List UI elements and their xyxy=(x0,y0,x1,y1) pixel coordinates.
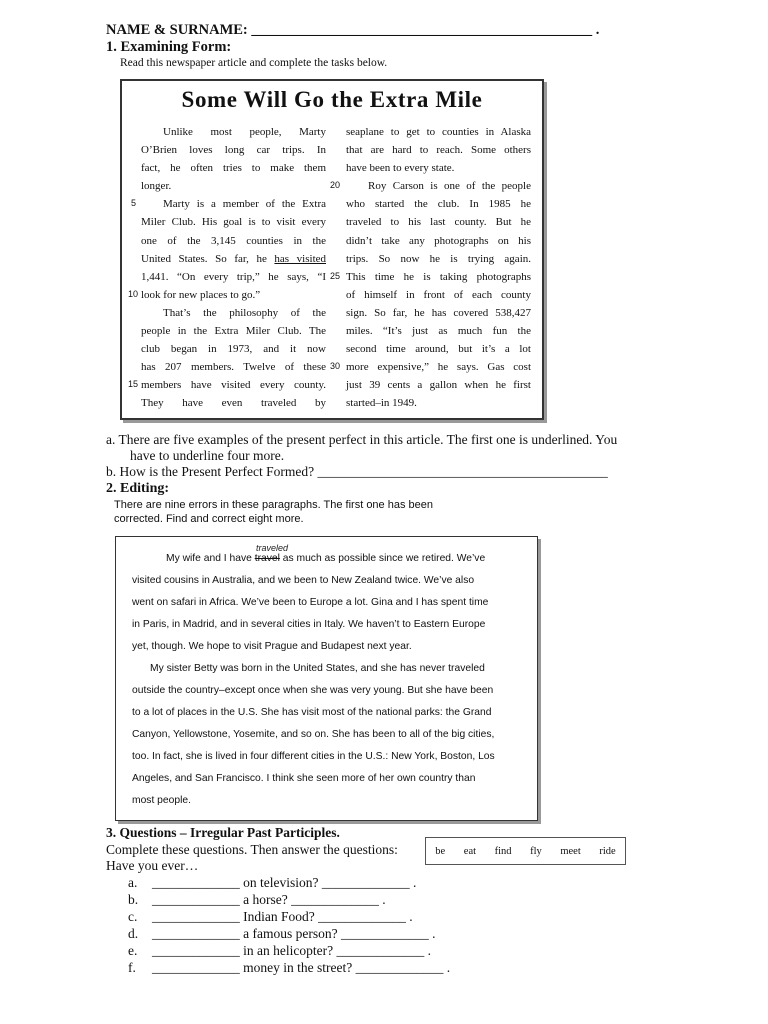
article-line: more expensive,” he says. Gas cost xyxy=(346,361,531,374)
question-item[interactable] xyxy=(128,943,431,959)
question-label: a. xyxy=(128,875,138,890)
article-line: traveled to his last county. But he xyxy=(346,216,531,229)
article-line: who started the club. In 1985 he xyxy=(346,198,531,211)
question-item[interactable] xyxy=(128,909,413,925)
question-item[interactable] xyxy=(128,960,450,976)
article-line: trips. So now he is trying again. xyxy=(346,252,531,265)
article-line: of himself in front of each county xyxy=(346,288,531,301)
question-item[interactable] xyxy=(128,875,416,891)
question-item[interactable] xyxy=(128,892,386,908)
word-box-item: meet xyxy=(560,845,581,857)
article-line: 1,441. “On every trip,” he says, “I xyxy=(141,270,326,283)
editing-line: outside the country–except once when she was very young. But she have been xyxy=(132,685,494,696)
article-line: That’s the philosophy of the xyxy=(163,306,326,319)
editing-line: My sister Betty was born in the United States, and she has never traveled xyxy=(150,663,485,674)
article-line: one of the 3,145 counties in the xyxy=(141,234,326,247)
section-3-lead: Have you ever… xyxy=(106,858,199,873)
article-line: They have even traveled by xyxy=(141,397,326,410)
editing-line: yet, though. We hope to visit Prague and Budapest next year. xyxy=(132,641,412,652)
article-line: has 207 members. Twelve of these xyxy=(141,361,326,374)
article-line: just 39 cents a gallon when he first xyxy=(346,379,531,392)
article-line: sign. So far, he has covered 538,427 xyxy=(346,306,531,319)
line-number: 10 xyxy=(128,289,139,299)
newspaper-article xyxy=(120,79,544,420)
article-line: look for new places to go.” xyxy=(141,288,261,301)
question-text[interactable]: _____________ in an helicopter? _____________ . xyxy=(152,943,431,958)
task-b[interactable]: b. How is the Present Perfect Formed? ___________________________________________ xyxy=(106,464,608,479)
word-box-item: ride xyxy=(599,845,616,857)
question-label: d. xyxy=(128,926,139,941)
article-line: club began in 1973, and it now xyxy=(141,343,326,356)
article-text: United States. So far, he xyxy=(141,252,267,265)
struck-word: travel xyxy=(254,553,280,564)
editing-line xyxy=(132,553,558,564)
question-item[interactable] xyxy=(128,926,435,942)
question-text[interactable]: _____________ Indian Food? _____________ . xyxy=(152,909,413,924)
article-line: Miler Club. His goal is to visit every xyxy=(141,216,326,229)
editing-line: most people. xyxy=(132,795,191,806)
article-left-column xyxy=(141,123,326,413)
task-a: a. There are five examples of the present perfect in this article. The first one is underlined. You xyxy=(106,432,618,447)
name-surname-line[interactable]: NAME & SURNAME: _______________________________________________ . xyxy=(106,22,600,38)
article-right-column xyxy=(346,123,531,413)
question-label: e. xyxy=(128,943,138,958)
question-label: c. xyxy=(128,909,138,924)
editing-line: to a lot of places in the U.S. She has visit most of the national parks: the Grand xyxy=(132,707,492,718)
article-line: Unlike most people, Marty xyxy=(163,126,326,138)
word-box-item: be xyxy=(435,845,446,857)
line-number: 5 xyxy=(131,198,137,208)
article-line: didn’t take any photographs on his xyxy=(346,234,531,247)
section-3-heading: 3. Questions – Irregular Past Participles. xyxy=(106,825,340,840)
article-line: This time he is taking photographs xyxy=(346,270,531,283)
article-line: Roy Carson is one of the people xyxy=(368,180,531,193)
article-line: second time around, but it’s a lot xyxy=(346,343,531,356)
editing-line: too. In fact, she is lived in four different cities in the U.S.: New York, Boston, Los xyxy=(132,751,495,762)
article-line: Marty is a member of the Extra xyxy=(163,198,326,211)
editing-text: My wife and I have xyxy=(166,553,255,564)
editing-line: Canyon, Yellowstone, Yosemite, and so on. She has been to all of the big cities, xyxy=(132,729,495,740)
article-line: seaplane to get to counties in Alaska xyxy=(346,126,531,138)
article-line xyxy=(141,250,326,268)
handwritten-correction: traveled xyxy=(256,543,289,553)
editing-line: went on safari in Africa. We’ve been to Europe a lot. Gina and I has spent time xyxy=(132,597,489,608)
question-label: b. xyxy=(128,892,139,907)
section-1-heading: 1. Examining Form: xyxy=(106,39,232,55)
underlined-example: has visited xyxy=(274,252,327,265)
article-title: Some Will Go the Extra Mile xyxy=(181,87,483,112)
section-2-instruction: There are nine errors in these paragraphs. The first one has been corrected. Find and correct eight more. xyxy=(114,499,433,525)
word-box xyxy=(425,837,626,865)
article-line: have been to every state. xyxy=(346,162,455,175)
editing-line: Angeles, and San Francisco. I think she seen more of her own country than xyxy=(132,773,476,784)
editing-paragraphs xyxy=(115,536,538,821)
section-2-heading: 2. Editing: xyxy=(106,481,170,496)
editing-line: in Paris, in Madrid, and in several cities in Italy. We haven’t to Eastern Europe xyxy=(132,619,486,630)
word-box-item: find xyxy=(494,845,512,857)
section-3-instruction: Complete these questions. Then answer the questions: xyxy=(106,842,398,857)
article-line: people in the Extra Miler Club. The xyxy=(141,325,326,338)
article-line: O’Brien loves long car trips. In xyxy=(141,144,326,157)
article-line: fact, he often tries to make them xyxy=(141,162,326,175)
word-box-item: fly xyxy=(530,845,542,857)
article-line: longer. xyxy=(141,180,172,193)
article-line: started–in 1949. xyxy=(346,397,417,410)
editing-line: visited cousins in Australia, and we been to New Zealand twice. We’ve also xyxy=(132,575,475,586)
question-text[interactable]: _____________ a horse? _____________ . xyxy=(152,892,386,907)
question-label: f. xyxy=(128,960,136,975)
line-number: 30 xyxy=(330,361,341,371)
line-number: 15 xyxy=(128,379,139,389)
line-number: 20 xyxy=(330,180,341,190)
editing-text: as much as possible since we retired. We’ve xyxy=(279,553,486,564)
task-a-continued: have to underline four more. xyxy=(130,448,285,463)
section-1-instruction: Read this newspaper article and complete the tasks below. xyxy=(120,57,388,69)
question-text[interactable]: _____________ on television? _____________ . xyxy=(152,875,417,890)
article-line: miles. “It’s just as much fun the xyxy=(346,325,531,338)
article-line: members have visited every county. xyxy=(141,379,326,392)
question-text[interactable]: _____________ a famous person? _____________ . xyxy=(152,926,436,941)
article-line: that are hard to reach. Some others xyxy=(346,144,531,157)
line-number: 25 xyxy=(330,271,341,281)
word-box-item: eat xyxy=(463,845,477,857)
question-text[interactable]: _____________ money in the street? _____________ . xyxy=(152,960,451,975)
